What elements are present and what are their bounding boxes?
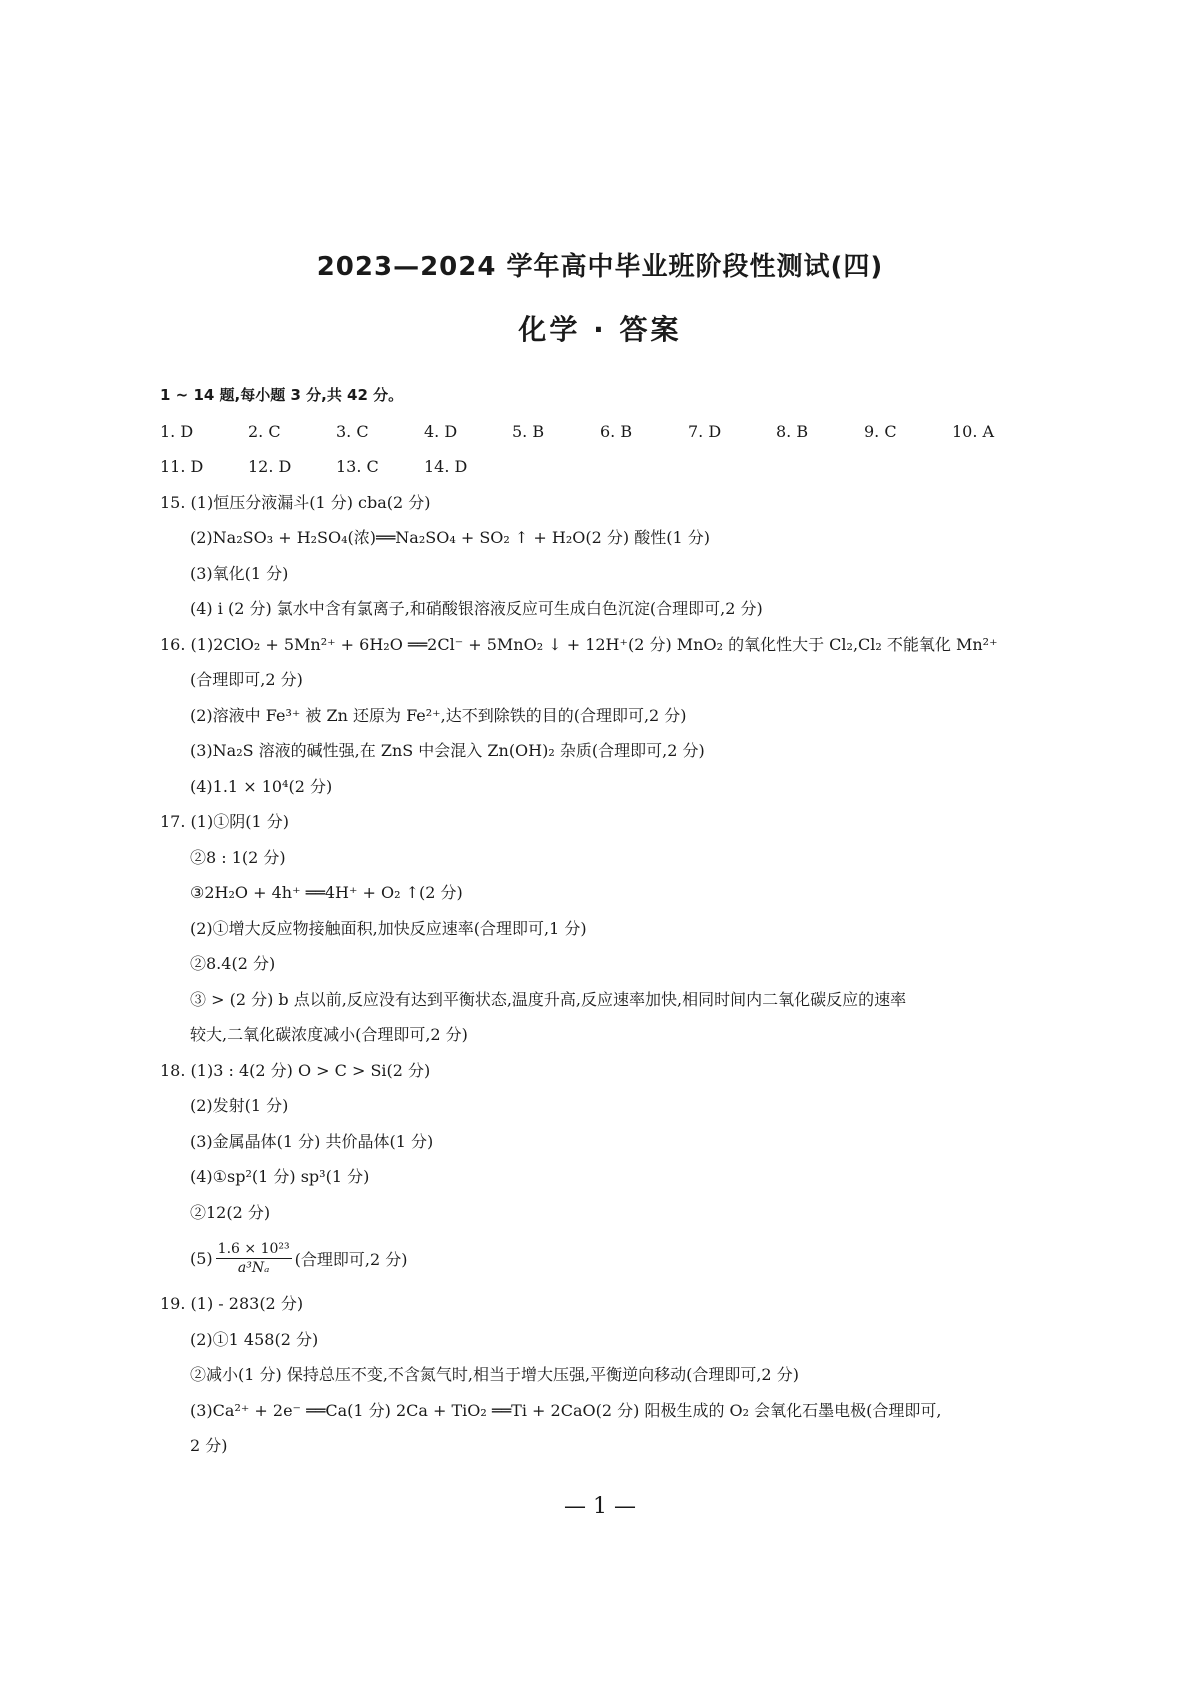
q19-part3: (3)Ca²⁺ + 2e⁻ ══Ca(1 分) 2Ca + TiO₂ ══Ti + 2CaO(2 分) 阳极生成的 O₂ 会氧化石墨电极(合理即可, <box>190 1400 942 1420</box>
q16-part4: (4)1.1 × 10⁴(2 分) <box>190 776 333 796</box>
q18-part4: (4)①sp²(1 分) sp³(1 分) <box>190 1167 370 1186</box>
q15-part2: (2)Na₂SO₃ + H₂SO₄(浓)══Na₂SO₄ + SO₂ ↑ + H₂O(2 分) 酸性(1 分) <box>190 528 710 547</box>
q18-part4-2: ②12(2 分) <box>190 1202 271 1222</box>
q18-part5-note: (合理即可,2 分) <box>294 1249 408 1269</box>
q17-part2: (2)①增大反应物接触面积,加快反应速率(合理即可,1 分) <box>190 918 587 938</box>
fraction-denominator: a³Nₐ <box>237 1259 270 1276</box>
q17-part1-3: ③2H₂O + 4h⁺ ══4H⁺ + O₂ ↑(2 分) <box>190 883 463 902</box>
density-fraction <box>216 1240 292 1277</box>
q16-part3: (3)Na₂S 溶液的碱性强,在 ZnS 中会混入 Zn(OH)₂ 杂质(合理即可,2 分) <box>190 741 705 760</box>
q17-part2-3: ③ > (2 分) b 点以前,反应没有达到平衡状态,温度升高,反应速率加快,相同时间内二氧化碳反应的速率 <box>190 989 907 1009</box>
mc-intro: 1 ~ 14 题,每小题 3 分,共 42 分。 <box>160 386 404 404</box>
q18-part1: 18. (1)3 : 4(2 分) O > C > Si(2 分) <box>160 1060 431 1080</box>
mc-answer: 14. D <box>424 457 468 476</box>
mc-answer: 3. C <box>336 421 369 441</box>
mc-answer: 13. C <box>336 457 379 476</box>
q19-part2-2: ②减小(1 分) 保持总压不变,不含氮气时,相当于增大压强,平衡逆向移动(合理即可,2 分) <box>190 1365 799 1384</box>
mc-answers-row-2 <box>160 449 1060 485</box>
mc-answer: 8. B <box>776 421 809 441</box>
q16-part2: (2)溶液中 Fe³⁺ 被 Zn 还原为 Fe²⁺,达不到除铁的目的(合理即可,2 分) <box>190 705 687 725</box>
q17-part1-2: ②8 : 1(2 分) <box>190 847 286 867</box>
mc-answer: 12. D <box>248 457 292 476</box>
q15-part3: (3)氧化(1 分) <box>190 563 289 583</box>
q19-part3-cont: 2 分) <box>190 1436 228 1455</box>
mc-answer: 6. B <box>600 421 633 441</box>
q17-part2-3-cont: 较大,二氧化碳浓度减小(合理即可,2 分) <box>190 1025 468 1044</box>
mc-answer: 7. D <box>688 421 722 441</box>
q19-part1: 19. (1) - 283(2 分) <box>160 1294 304 1313</box>
mc-answers-row-1 <box>160 414 1060 450</box>
fraction-numerator: 1.6 × 10²³ <box>217 1240 290 1257</box>
q17-part1: 17. (1)①阴(1 分) <box>160 812 289 831</box>
mc-answer: 10. A <box>952 421 995 441</box>
mc-answer: 11. D <box>160 457 204 476</box>
q18-part3: (3)金属晶体(1 分) 共价晶体(1 分) <box>190 1131 434 1151</box>
page-subtitle: 化学 · 答案 <box>518 313 682 346</box>
mc-answer: 9. C <box>864 421 897 441</box>
mc-answer: 5. B <box>512 421 545 441</box>
mc-answer: 2. C <box>248 421 281 441</box>
page-title: 2023—2024 学年高中毕业班阶段性测试(四) <box>316 252 884 282</box>
q16-part1: 16. (1)2ClO₂ + 5Mn²⁺ + 6H₂O ══2Cl⁻ + 5MnO₂ ↓ + 12H⁺(2 分) MnO₂ 的氧化性大于 Cl₂,Cl₂ 不能氧化 Mn²⁺ <box>160 634 998 654</box>
q18-part5-label: (5) <box>190 1248 213 1268</box>
q18-part5 <box>160 1230 1060 1286</box>
mc-answer: 1. D <box>160 421 194 441</box>
q19-part2: (2)①1 458(2 分) <box>190 1329 319 1349</box>
page-number: — 1 — <box>564 1494 636 1519</box>
q17-part2-2: ②8.4(2 分) <box>190 954 276 973</box>
q15-part1: 15. (1)恒压分液漏斗(1 分) cba(2 分) <box>160 492 431 512</box>
q18-part2: (2)发射(1 分) <box>190 1096 289 1115</box>
mc-answer: 4. D <box>424 421 458 441</box>
q16-part1-cont: (合理即可,2 分) <box>190 670 303 689</box>
answer-content <box>160 378 1060 1464</box>
q15-part4: (4) i (2 分) 氯水中含有氯离子,和硝酸银溶液反应可生成白色沉淀(合理即可,2 分) <box>190 599 763 618</box>
